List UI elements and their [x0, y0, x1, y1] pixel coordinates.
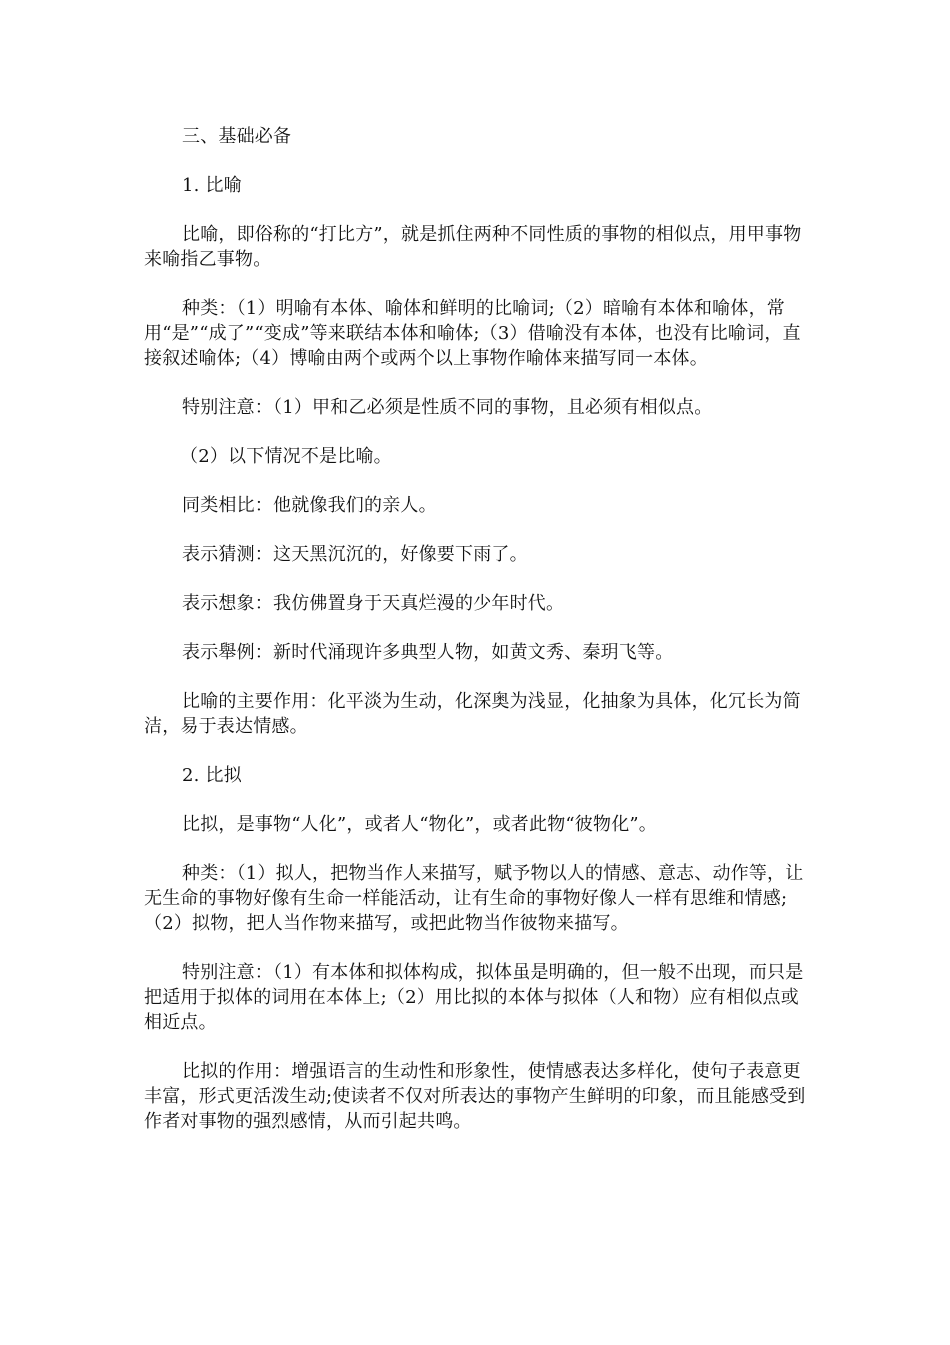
- paragraph-simile-note-2: （2）以下情况不是比喻。: [180, 446, 392, 467]
- paragraph-simile-function: 比喻的主要作用：化平淡为生动，化深奥为浅显，化抽象为具体，化冗长为简洁，易于表达情感。: [144, 691, 801, 737]
- paragraph-example-guess: 表示猜测：这天黑沉沉的，好像要下雨了。: [182, 544, 528, 565]
- paragraph-personification-function: 比拟的作用：增强语言的生动性和形象性，使情感表达多样化，使句子表意更丰富，形式更活泼生动;使读者不仅对所表达的事物产生鲜明的印象，而且能感受到作者对事物的强烈感情，从而引起共鸣。: [144, 1061, 806, 1132]
- paragraph-simile-note-1: 特别注意：（1）甲和乙必须是性质不同的事物，且必须有相似点。: [182, 397, 713, 418]
- paragraph-example-listing: 表示舉例：新时代涌现许多典型人物，如黄文秀、秦玥飞等。: [182, 642, 674, 663]
- paragraph-example-imagination: 表示想象：我仿佛置身于天真烂漫的少年时代。: [182, 593, 565, 614]
- paragraph-simile-types: 种类：（1）明喻有本体、喻体和鲜明的比喻词;（2）暗喻有本体和喻体，常用“是”“成了”“变成”等来联结本体和喻体;（3）借喻没有本体，也没有比喻词，直接叙述喻体;（4）博喻由两个或两个以上事物作喻体来描写同一本体。: [144, 298, 801, 369]
- document-body: [144, 124, 810, 1134]
- paragraph-personification-note: 特别注意：（1）有本体和拟体构成，拟体虽是明确的，但一般不出现，而只是把适用于拟体的词用在本体上;（2）用比拟的本体与拟体（人和物）应有相似点或相近点。: [144, 962, 804, 1033]
- paragraph-personification-types: 种类：（1）拟人，把物当作人来描写，赋予物以人的情感、意志、动作等，让无生命的事物好像有生命一样能活动，让有生命的事物好像人一样有思维和情感;（2）拟物，把人当作物来描写，或把此物当作彼物来描写。: [144, 863, 804, 934]
- paragraph-personification-definition: 比拟，是事物“人化”，或者人“物化”，或者此物“彼物化”。: [182, 814, 658, 835]
- paragraph-simile-definition: 比喻，即俗称的“打比方”，就是抓住两种不同性质的事物的相似点，用甲事物来喻指乙事物。: [144, 224, 802, 270]
- subsection-heading-simile: 1. 比喻: [182, 175, 242, 196]
- subsection-heading-personification: 2. 比拟: [182, 765, 242, 786]
- section-heading: 三、基础必备: [182, 126, 292, 147]
- paragraph-example-comparison: 同类相比：他就像我们的亲人。: [182, 495, 437, 516]
